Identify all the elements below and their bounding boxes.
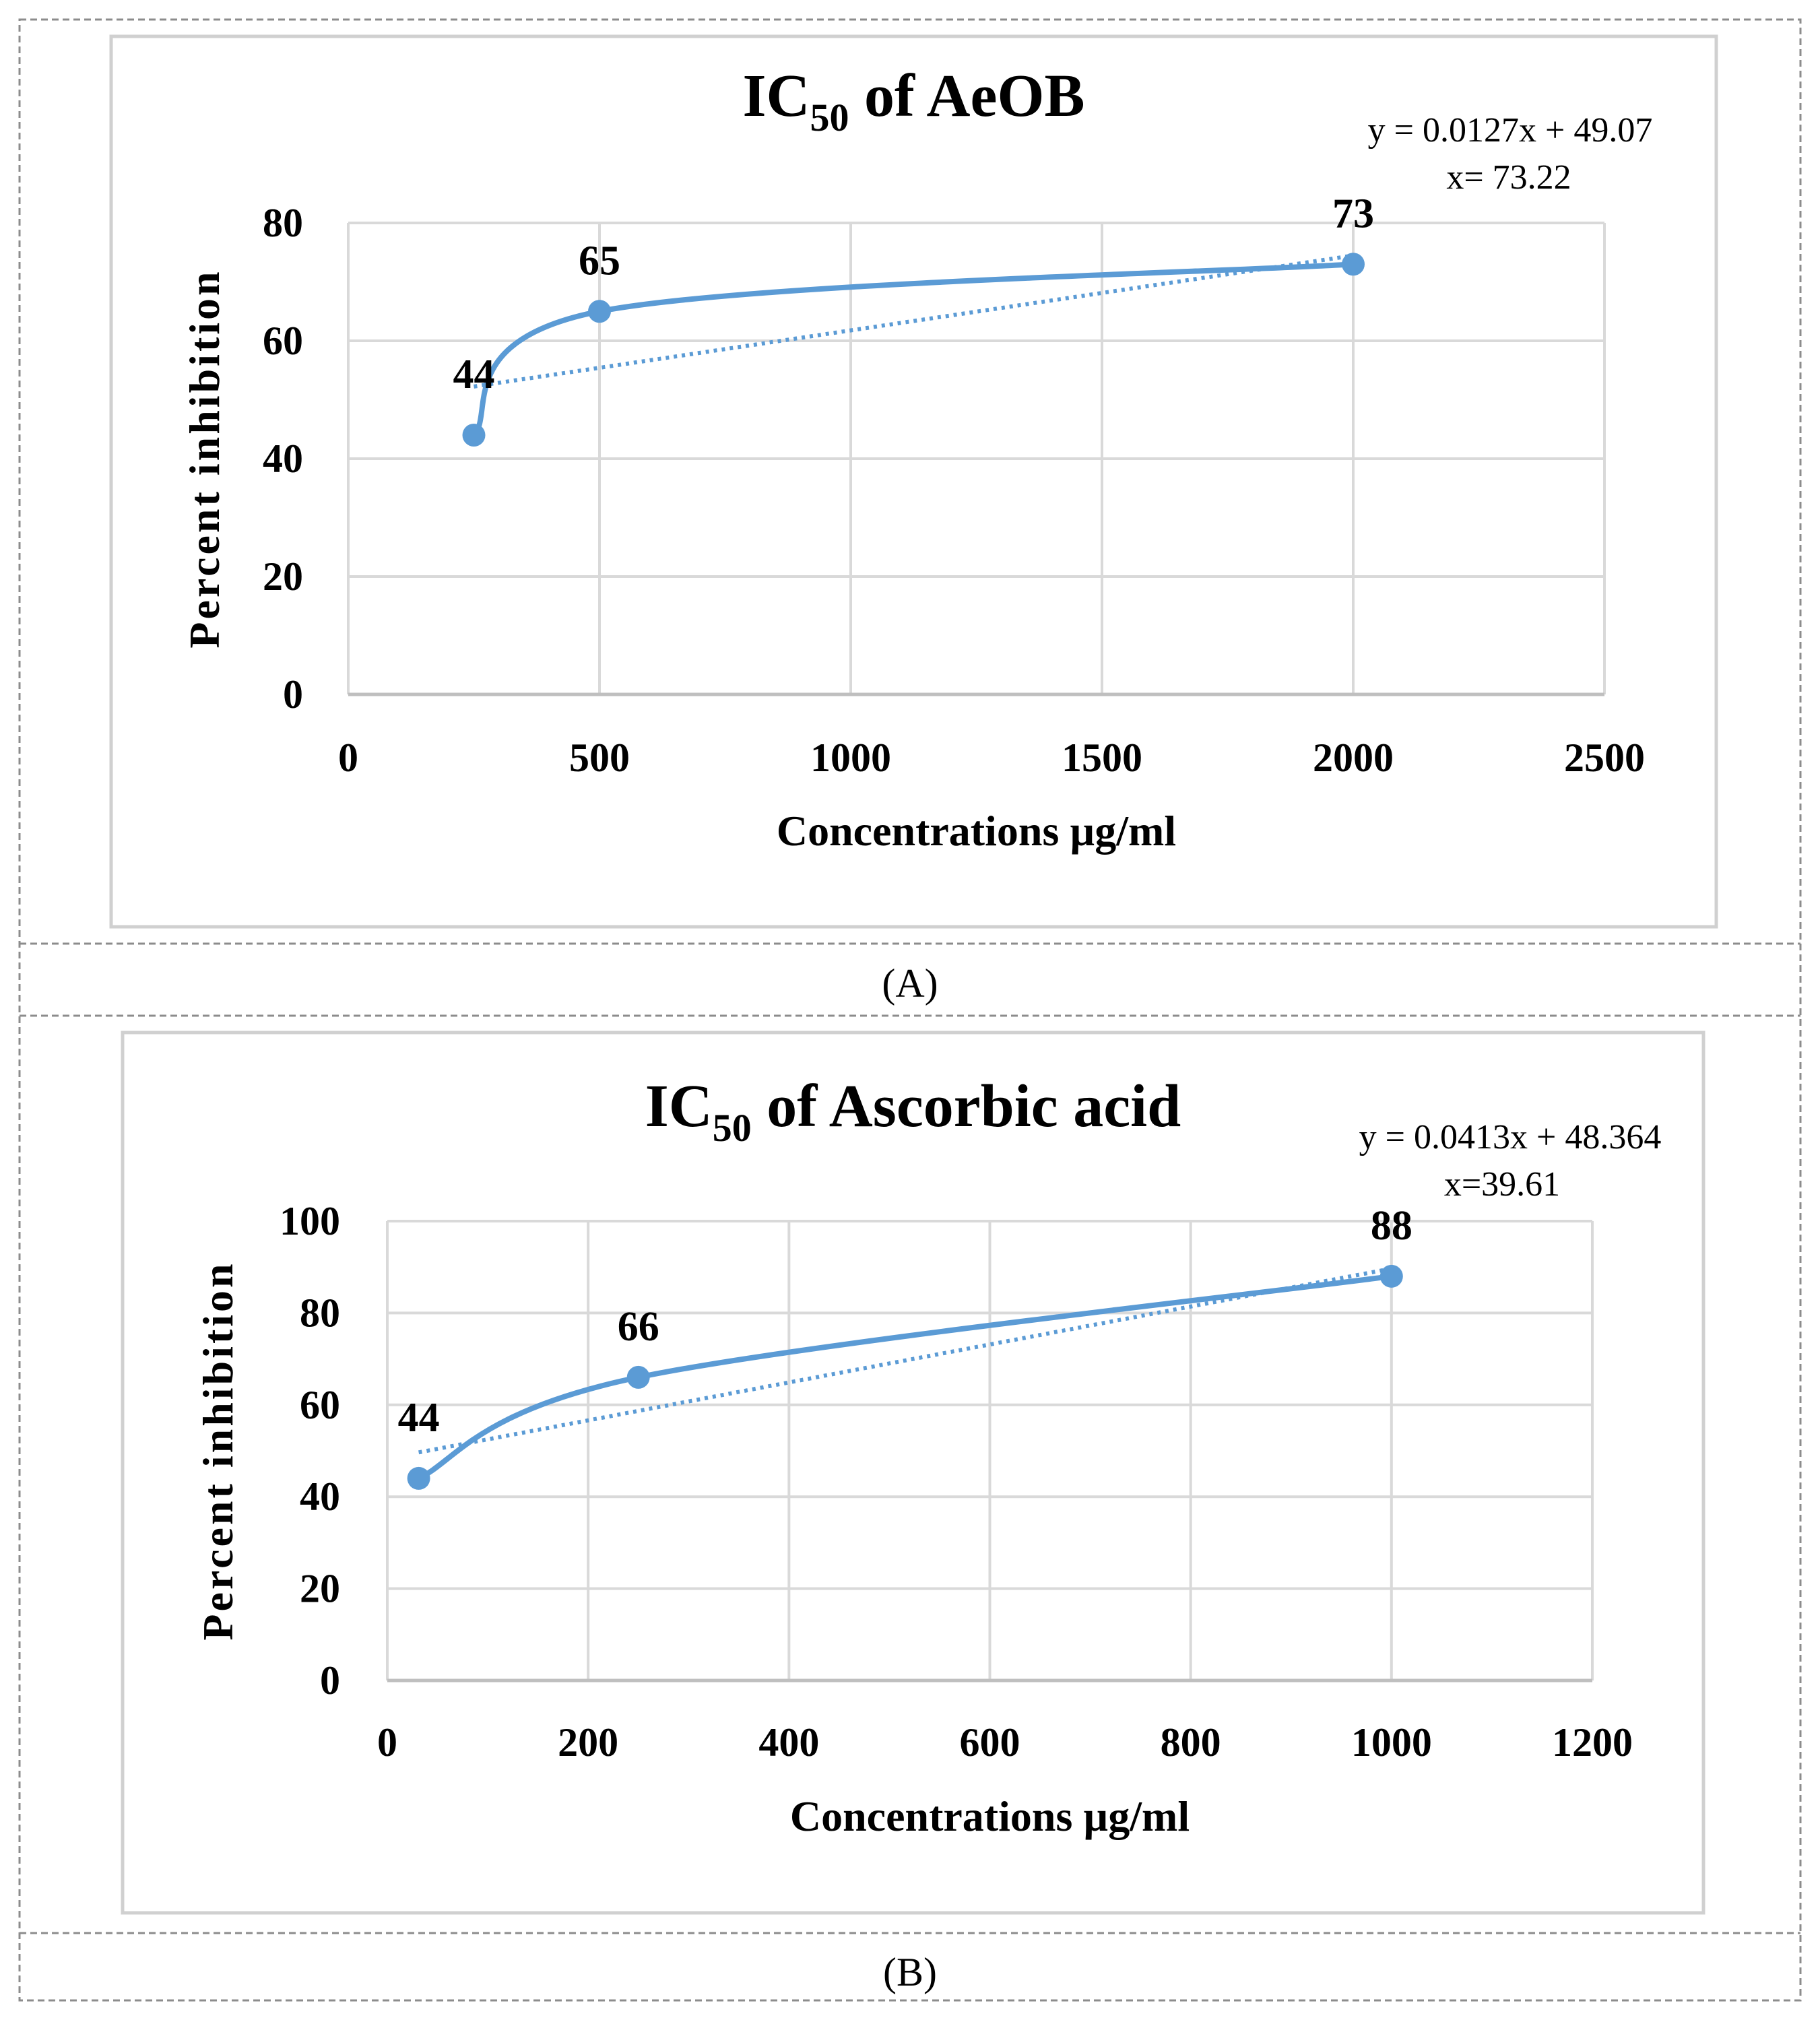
x-tick-label: 0: [377, 1720, 397, 1765]
x-tick-label: 0: [338, 736, 358, 780]
panel-label-b: (B): [883, 1950, 937, 1994]
data-point[interactable]: [1342, 253, 1365, 275]
chart-title-rest: of Ascorbic acid: [751, 1073, 1181, 1140]
data-point[interactable]: [463, 424, 486, 447]
data-label: 44: [453, 352, 495, 397]
x-tick-label: 2500: [1564, 736, 1645, 780]
y-tick-label: 60: [300, 1382, 340, 1427]
x-tick-label: 600: [959, 1720, 1020, 1765]
x-tick-label: 1000: [810, 736, 891, 780]
x-tick-label: 500: [569, 736, 630, 780]
chart-title-main: IC: [645, 1073, 713, 1140]
y-tick-label: 20: [263, 554, 303, 599]
y-tick-label: 0: [320, 1658, 340, 1703]
x-tick-label: 200: [558, 1720, 619, 1765]
data-point[interactable]: [1380, 1265, 1403, 1288]
y-tick-label: 100: [280, 1199, 340, 1243]
y-tick-label: 80: [300, 1290, 340, 1336]
y-tick-label: 40: [263, 436, 303, 481]
data-point[interactable]: [627, 1366, 650, 1389]
x-axis-title: Concentrations µg/ml: [789, 1792, 1190, 1840]
y-tick-label: 80: [263, 201, 303, 245]
chart-0: [111, 36, 1716, 927]
ic50-value: x= 73.22: [1446, 158, 1571, 197]
chart-title-main: IC: [742, 63, 810, 129]
x-tick-label: 2000: [1313, 736, 1394, 780]
y-tick-label: 60: [263, 319, 303, 363]
data-label: 44: [397, 1394, 440, 1441]
data-point[interactable]: [408, 1467, 430, 1490]
chart-1: [123, 1033, 1703, 1913]
data-label: 88: [1370, 1202, 1412, 1249]
chart-title: [742, 63, 1084, 139]
data-label: 65: [579, 238, 620, 284]
trendline-equation: y = 0.0413x + 48.364: [1359, 1118, 1662, 1156]
panel-label-a: (A): [882, 961, 938, 1006]
data-label: 66: [617, 1303, 659, 1350]
trendline-equation: y = 0.0127x + 49.07: [1367, 111, 1653, 150]
x-tick-label: 800: [1160, 1720, 1221, 1765]
data-point[interactable]: [588, 300, 611, 323]
chart-title-rest: of AeOB: [849, 63, 1085, 129]
chart-title-subscript: 50: [712, 1106, 752, 1150]
ic50-value: x=39.61: [1443, 1165, 1561, 1204]
y-tick-label: 40: [300, 1474, 340, 1520]
y-tick-label: 0: [283, 672, 303, 717]
x-tick-label: 1200: [1552, 1720, 1633, 1765]
data-label: 73: [1332, 191, 1374, 237]
y-axis-title: Percent inhibition: [181, 269, 228, 649]
x-tick-label: 1500: [1062, 736, 1142, 780]
x-axis-title: Concentrations µg/ml: [776, 807, 1177, 855]
y-tick-label: 20: [300, 1566, 340, 1611]
chart-title-subscript: 50: [810, 96, 849, 139]
x-tick-label: 1000: [1351, 1720, 1432, 1765]
x-tick-label: 400: [758, 1720, 820, 1765]
y-axis-title: Percent inhibition: [194, 1261, 242, 1641]
